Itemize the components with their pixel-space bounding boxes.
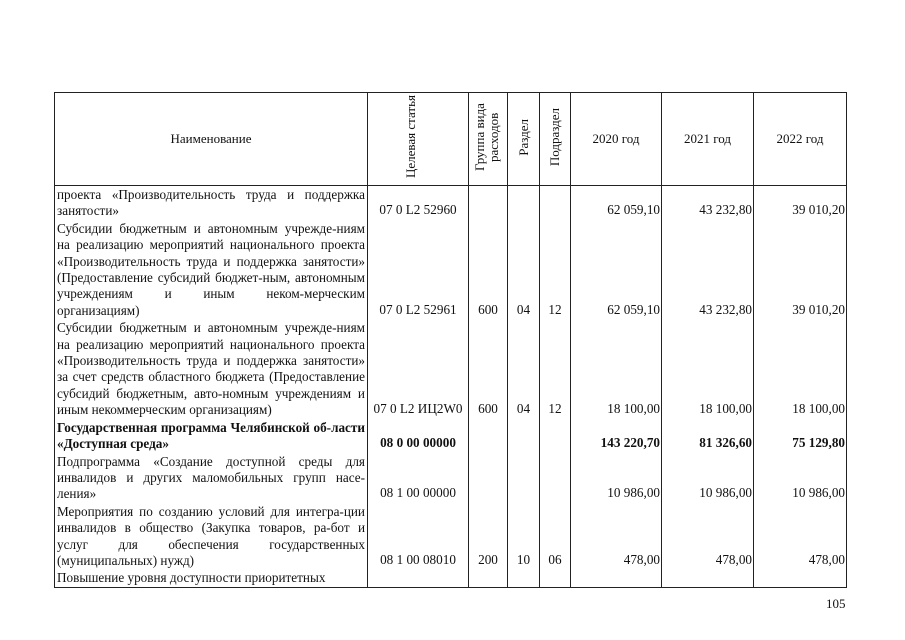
cell-subsection — [540, 453, 571, 503]
cell-code: 07 0 L2 52961 — [368, 220, 469, 319]
cell-section: 04 — [508, 319, 540, 418]
cell-y2022: 39 010,20 — [754, 220, 847, 319]
cell-name: проекта «Производительность труда и поддержка занятости» — [55, 186, 368, 220]
cell-name: Субсидии бюджетным и автономным учрежде-ниям на реализацию мероприятий национального проекта «Производительность труда и поддержка занятости» (Предоставление субсидий бюджет-ным, автономным учреждениям и иным неком-мерческим организациям) — [55, 220, 368, 319]
cell-y2021: 43 232,80 — [662, 220, 754, 319]
cell-y2021: 43 232,80 — [662, 186, 754, 220]
header-section: Раздел — [508, 93, 540, 186]
cell-y2022 — [754, 569, 847, 587]
cell-y2020: 143 220,70 — [571, 419, 662, 453]
cell-y2021: 81 326,60 — [662, 419, 754, 453]
cell-y2020: 62 059,10 — [571, 186, 662, 220]
header-subsection: Подраздел — [540, 93, 571, 186]
cell-y2021: 10 986,00 — [662, 453, 754, 503]
header-name: Наименование — [55, 93, 368, 186]
cell-subsection: 06 — [540, 503, 571, 570]
cell-subsection — [540, 186, 571, 220]
cell-name: Подпрограмма «Создание доступной среды для инвалидов и других маломобильных групп насе-ления» — [55, 453, 368, 503]
table-row — [55, 319, 847, 418]
cell-group: 600 — [469, 319, 508, 418]
header-2020: 2020 год — [571, 93, 662, 186]
cell-subsection — [540, 569, 571, 587]
table-row — [55, 419, 847, 453]
cell-section: 10 — [508, 503, 540, 570]
cell-code — [368, 569, 469, 587]
cell-y2021: 18 100,00 — [662, 319, 754, 418]
cell-group: 200 — [469, 503, 508, 570]
cell-y2021 — [662, 569, 754, 587]
cell-code: 07 0 L2 52960 — [368, 186, 469, 220]
cell-name: Повышение уровня доступности приоритетных — [55, 569, 368, 587]
table-row — [55, 453, 847, 503]
cell-y2022: 10 986,00 — [754, 453, 847, 503]
cell-subsection: 12 — [540, 220, 571, 319]
header-target: Целевая статья — [368, 93, 469, 186]
table-header-row — [55, 93, 847, 186]
page-number: 105 — [826, 596, 846, 611]
table-row — [55, 503, 847, 570]
cell-group: 600 — [469, 220, 508, 319]
cell-section — [508, 453, 540, 503]
cell-section — [508, 419, 540, 453]
header-2022: 2022 год — [754, 93, 847, 186]
cell-y2020: 18 100,00 — [571, 319, 662, 418]
cell-subsection: 12 — [540, 319, 571, 418]
cell-group — [469, 453, 508, 503]
cell-code: 07 0 L2 ИЦ2W0 — [368, 319, 469, 418]
cell-y2021: 478,00 — [662, 503, 754, 570]
budget-table — [54, 92, 847, 588]
cell-y2022: 39 010,20 — [754, 186, 847, 220]
header-group: Группа вида расходов — [469, 93, 508, 186]
cell-group — [469, 186, 508, 220]
cell-y2022: 18 100,00 — [754, 319, 847, 418]
cell-code: 08 1 00 08010 — [368, 503, 469, 570]
cell-section — [508, 186, 540, 220]
cell-y2022: 478,00 — [754, 503, 847, 570]
cell-group — [469, 419, 508, 453]
cell-section — [508, 569, 540, 587]
cell-y2020: 10 986,00 — [571, 453, 662, 503]
table-row — [55, 186, 847, 220]
cell-y2020: 478,00 — [571, 503, 662, 570]
cell-name: Государственная программа Челябинской об-ласти «Доступная среда» — [55, 419, 368, 453]
cell-code: 08 1 00 00000 — [368, 453, 469, 503]
cell-y2020: 62 059,10 — [571, 220, 662, 319]
cell-y2020 — [571, 569, 662, 587]
cell-subsection — [540, 419, 571, 453]
header-2021: 2021 год — [662, 93, 754, 186]
table-row — [55, 569, 847, 587]
cell-y2022: 75 129,80 — [754, 419, 847, 453]
cell-name: Субсидии бюджетным и автономным учрежде-ниям на реализацию мероприятий национального проекта «Производительность труда и поддержка занятости» за счет средств областного бюджета (Предоставление субсидий бюджетным, авто-номным учреждениям и иным некоммерческим организациям) — [55, 319, 368, 418]
table-row — [55, 220, 847, 319]
cell-name: Мероприятия по созданию условий для интегра-ции инвалидов в общество (Закупка товаров, ра-бот и услуг для обеспечения государственных (муниципальных) нужд) — [55, 503, 368, 570]
cell-code: 08 0 00 00000 — [368, 419, 469, 453]
cell-group — [469, 569, 508, 587]
cell-section: 04 — [508, 220, 540, 319]
